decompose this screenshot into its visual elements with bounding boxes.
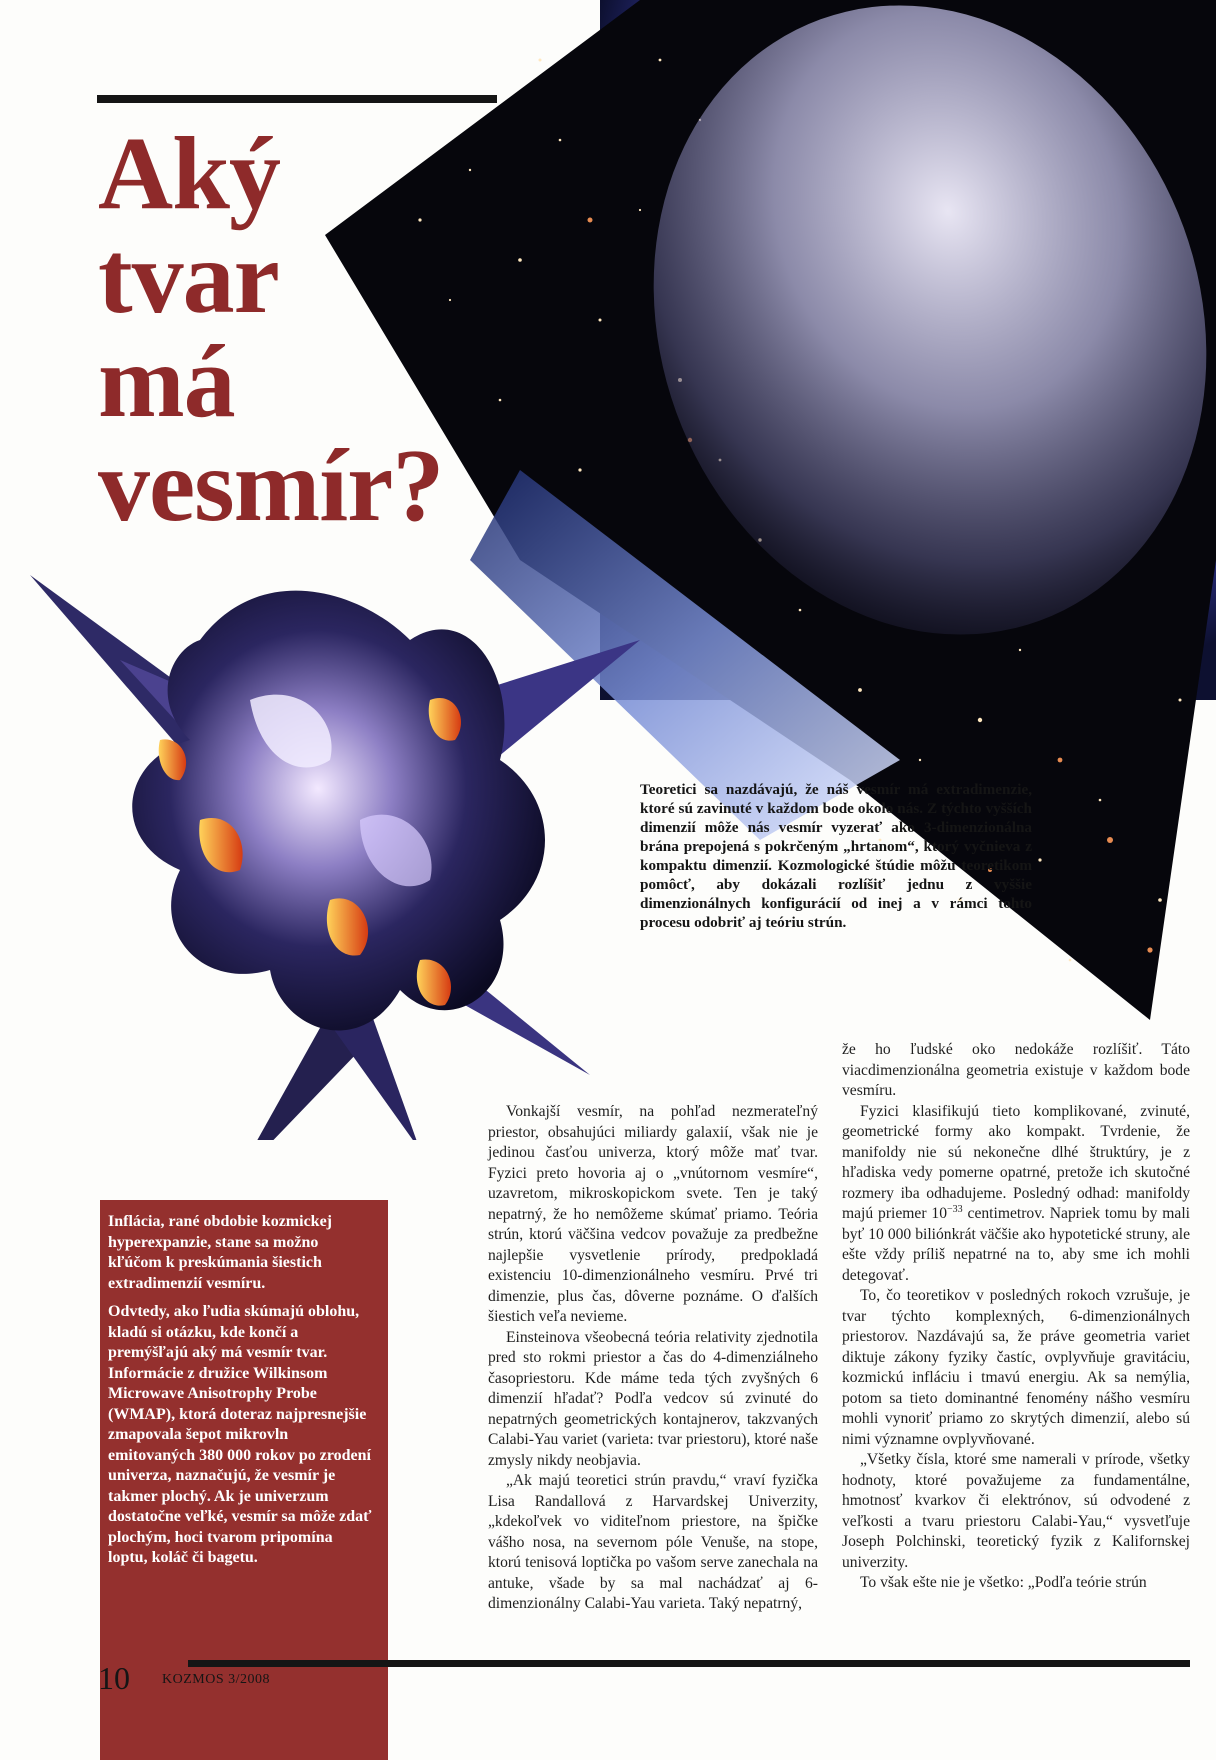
body-column-left [488,1102,818,1615]
body-paragraph: To, čo teoretikov v posledných rokoch vzrušuje, je tvar týchto komplexných, 6-dimenzionálnych priestorov. Nazdávajú sa, že práve geometria variet diktuje zákony fyziky častíc, ovplyvňuje gravitáciu, kozmickú infláciu i tmavú energiu. Ak sa nemýlia, potom sa tieto dominantné fenomény nášho vesmíru mohli vynoriť priamo zo skrytých dimenzií, alebo sú nimi významne ovplyvňované. [842,1287,1190,1448]
body-paragraph [842,1102,1190,1287]
body-column-right [842,1040,1190,1594]
headline [98,116,518,543]
illustration-caption [640,780,1032,932]
page-number: 10 [98,1660,130,1696]
sidebar-paragraph: Odvtedy, ako ľudia skúmajú oblohu, kladú si otázku, kde končí a premýšľajú aký má vesmír tvar. Informácie z družice Wilkinsom Microwave Anisotrophy Probe (WMAP), ktorá doteraz najpresnejšie zmapovala šepot mikrovln emitovaných 380 000 rokov po zrodení univerza, naznačujú, že vesmír je takmer plochý. Ak je univerzum dostatočne veľké, vesmír sa môže zdať plochým, hoci tvarom pripomína loptu, koláč či bagetu. [108,1303,372,1566]
body-paragraph: „Všetky čísla, ktoré sme namerali v prírode, všetky hodnoty, ktoré považujeme za fundamentálne, hmotnosť kvarkov či elektrónov, sú odvodené z veľkosti a tvaru priestoru Calabi-Yau,“ vysvetľuje Joseph Polchinski, teoretický fyzik z Kalifornskej univerzity. [842,1451,1190,1571]
issue-label: KOZMOS 3/2008 [162,1672,271,1687]
exponent: −33 [947,1203,963,1215]
headline-line: tvar [98,220,279,335]
top-rule [97,95,497,103]
body-paragraph: „Ak majú teoretici strún pravdu,“ vraví fyzička Lisa Randallová z Harvardskej Univerzity, „kdekoľvek vo viditeľnom priestore, na špičke vášho nosa, na severnom póle Venuše, na stope, ktorú tenisová loptička po vašom serve zanechala na antuke, všade by sa mal nachádzať aj 6-dimenzionálny Calabi-Yau varieta. Taký nepatrný, [488,1472,818,1612]
footer-rule [188,1660,1190,1667]
headline-line: Aký [98,116,280,231]
body-paragraph: To však ešte nie je všetko: „Podľa teórie strún [860,1574,1147,1591]
sidebar-paragraph: Inflácia, rané obdobie kozmickej hyperexpanzie, stane sa možno kľúčom k preskúmania šiestich extradimenzií vesmíru. [108,1213,332,1292]
body-text: centimetrov. Napriek tomu by mali byť 10 000 biliónkrát väčšie ako hypotetické struny, ale ešte vždy príliš nepatrné na to, aby sme ich mohli detegovať. [842,1205,1190,1284]
caption-text: Teoretici sa nazdávajú, že náš vesmír má extradimenzie, ktoré sú zavinuté v každom bode okolo nás. Z týchto vyšších dimenzií môže nás vesmír vyzerať ako 3-dimenzionálna brána prepojená s pokrčeným „hrtanom“, ktorý vyčnieva z kompaktu dimenzií. Kozmologické štúdie môžu teoretikom pomôcť, aby dokázali rozlíšiť jednu z vyššie dimenzionálnych konfigurácií od inej a v rámci tohto procesu odobriť aj teóriu strún. [640,781,1032,931]
headline-line: má [98,324,235,439]
body-paragraph: že ho ľudské oko nedokáže rozlíšiť. Táto viacdimenzionálna geometria existuje v každom bode vesmíru. [842,1041,1190,1099]
headline-line: vesmír? [98,428,444,543]
body-paragraph: Einsteinova všeobecná teória relativity zjednotila pred sto rokmi priestor a čas do 4-dimenziálneho časopriestoru. Kde máme teda tých zvyšných 6 dimenzií hľadať? Podľa vedcov sú zvinuté do nepatrných geometrických kontajnerov, takzvaných Calabi-Yau variet (varieta: tvar priestoru), ktoré naše zmysly nikdy neobjavia. [488,1328,818,1469]
body-text: Fyzici klasifikujú tieto komplikované, zvinuté, geometrické formy ako kompakt. Tvrdenie, že manifoldy nie sú nekonečne dlhé štruktúry, je z hľadiska vedy pomerne opatrné, pretože ich skutočné rozmery iba odhadujeme. Posledný odhad: manifoldy majú priemer 10 [842,1102,1190,1222]
body-paragraph: Vonkajší vesmír, na pohľad nezmerateľný priestor, obsahujúci miliardy galaxií, však nie je jedinou časťou univerza, ktorý môže mať tvar. Fyzici preto hovoria aj o „vnútornom vesmíre“, uzavretom, mikroskopickom svete. Ten je taký nepatrný, že ho nemôžeme skúmať priamo. Teória strún, ktorú väčšina vedcov považuje za predbežne najlepšie vysvetlenie prírody, predpokladá existenciu 10-dimenzionálneho vesmíru. Prvé tri dimenzie, plus čas, dôverne poznáme. O ďalších šiestich veľa nevieme. [488,1103,818,1325]
